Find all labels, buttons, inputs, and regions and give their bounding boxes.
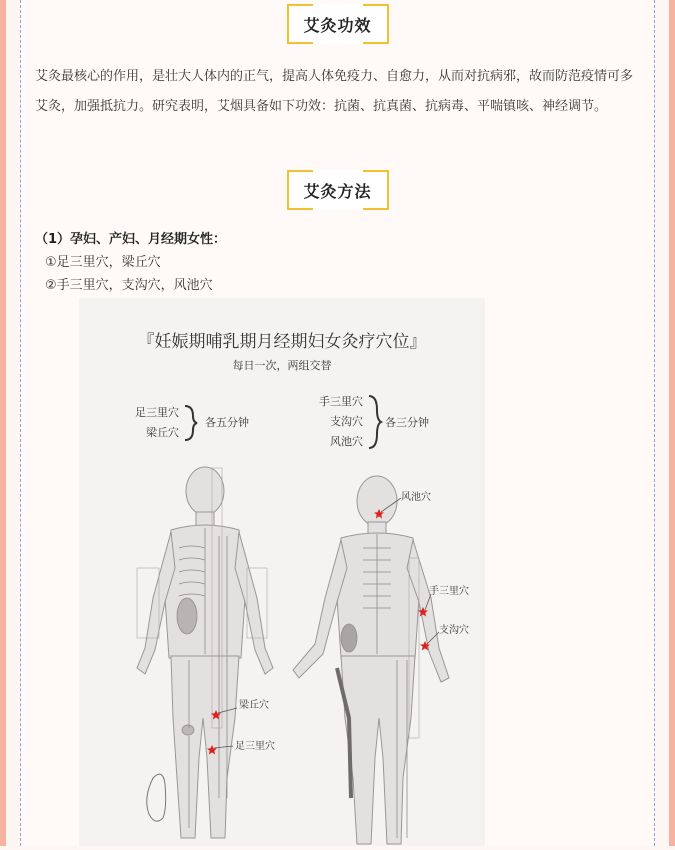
method-list: [35, 228, 640, 297]
group-title: （1）孕妇、产妇、月经期女性：: [35, 232, 227, 247]
shousanli-label: 手三里穴: [429, 586, 469, 597]
article-content: [21, 0, 654, 846]
acupoint-diagram: [79, 298, 485, 846]
right-brace: [369, 396, 381, 448]
efficacy-paragraph: 艾灸最核心的作用，是壮大人体内的正气，提高人体免疫力、自愈力，从而对抗病邪，故而防范疫情可多艾灸，加强抵抗力。研究表明，艾烟具备如下功效：抗菌、抗真菌、抗病毒、平喘镇咳、神经调节。: [35, 69, 634, 114]
zhigou-label: 支沟穴: [439, 625, 469, 636]
right-group-point: 支沟穴: [330, 415, 363, 428]
liangqiu-label: 梁丘穴: [239, 700, 269, 711]
list-item: ②手三里穴，支沟穴，风池穴: [45, 278, 213, 293]
section-heading-method: [287, 170, 389, 210]
section-heading-text: 艾灸方法: [303, 181, 372, 201]
left-group-duration: 各五分钟: [205, 416, 249, 429]
left-border-strip: [0, 0, 6, 846]
right-border-strip: [669, 0, 675, 846]
left-dashed-guide: [20, 0, 21, 846]
list-item: ①足三里穴，梁丘穴: [45, 255, 161, 270]
section-heading-efficacy: [287, 4, 389, 44]
left-group-point: 足三里穴: [135, 406, 179, 419]
zusanli-label: 足三里穴: [235, 741, 275, 752]
back-body-figure: [293, 476, 449, 844]
right-group-point: 风池穴: [330, 435, 363, 448]
right-group-duration: 各三分钟: [385, 416, 429, 429]
fengchi-label: 风池穴: [401, 492, 431, 503]
section-heading-text: 艾灸功效: [303, 15, 372, 35]
left-brace: [185, 406, 197, 440]
figure-title: 『妊娠期哺乳期月经期妇女灸疗穴位』: [137, 332, 427, 352]
left-group-point: 梁丘穴: [146, 426, 179, 439]
right-group-point: 手三里穴: [319, 395, 363, 408]
acupoint-figure: [79, 298, 485, 846]
foot-sole-sketch: [147, 774, 166, 821]
right-dashed-guide: [654, 0, 655, 846]
figure-subtitle: 每日一次，两组交替: [232, 359, 332, 372]
